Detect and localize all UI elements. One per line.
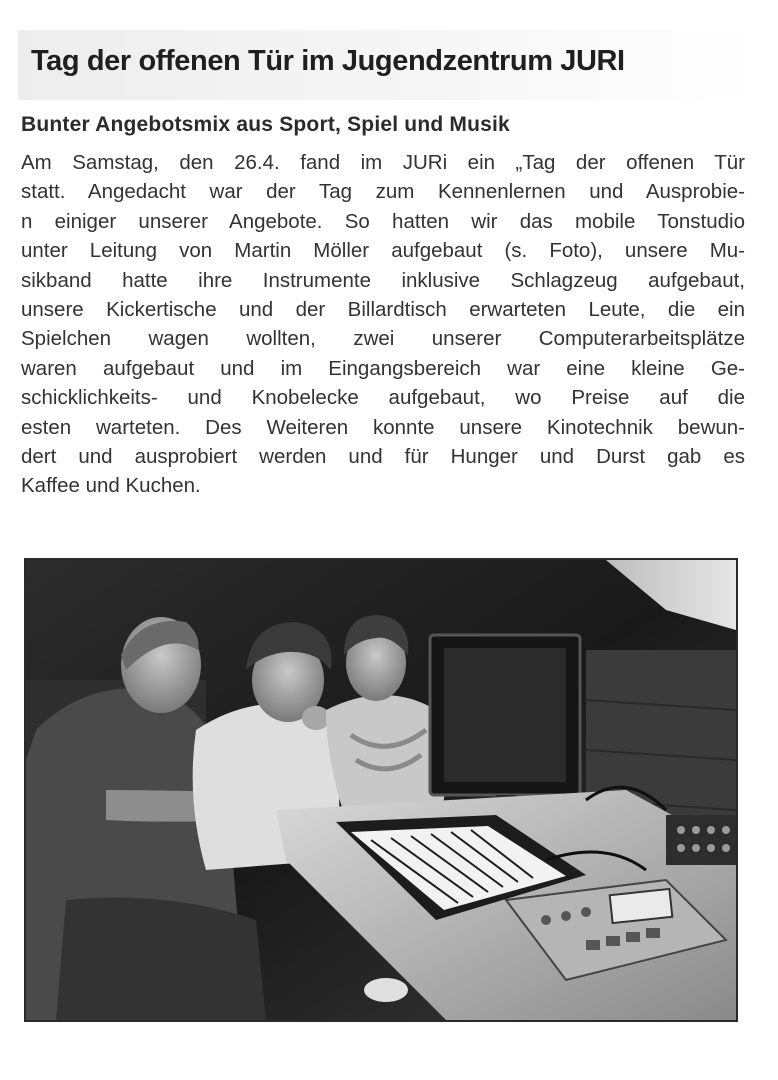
- article-body: [21, 148, 745, 501]
- body-line: unter Leitung von Martin Möller aufgebaut (s. Foto), unsere Mu-: [21, 239, 745, 263]
- article-headline: Tag der offenen Tür im Jugendzentrum JURI: [31, 45, 625, 77]
- body-line: statt. Angedacht war der Tag zum Kennenlernen und Ausprobie-: [21, 180, 745, 204]
- body-line: Kaffee und Kuchen.: [21, 474, 201, 498]
- article-photo: [26, 560, 736, 1020]
- body-line: unsere Kickertische und der Billardtisch erwarteten Leute, die ein: [21, 298, 745, 322]
- body-line: n einiger unserer Angebote. So hatten wir das mobile Tonstudio: [21, 209, 745, 233]
- body-line: waren aufgebaut und im Eingangsbereich war eine kleine Ge-: [21, 356, 745, 380]
- article-subheadline: Bunter Angebotsmix aus Sport, Spiel und Musik: [21, 113, 510, 136]
- body-line: schicklichkeits- und Knobelecke aufgebaut, wo Preise auf die: [21, 386, 745, 410]
- body-line: dert und ausprobiert werden und für Hunger und Durst gab es: [21, 445, 745, 469]
- body-line: Spielchen wagen wollten, zwei unserer Computerarbeitsplätze: [21, 327, 745, 351]
- studio-photo-illustration: [26, 560, 736, 1020]
- body-line: sikband hatte ihre Instrumente inklusive Schlagzeug aufgebaut,: [21, 268, 745, 292]
- body-line: Am Samstag, den 26.4. fand im JURi ein „Tag der offenen Tür: [21, 151, 745, 174]
- body-line: esten warteten. Des Weiteren konnte unsere Kinotechnik bewun-: [21, 415, 745, 439]
